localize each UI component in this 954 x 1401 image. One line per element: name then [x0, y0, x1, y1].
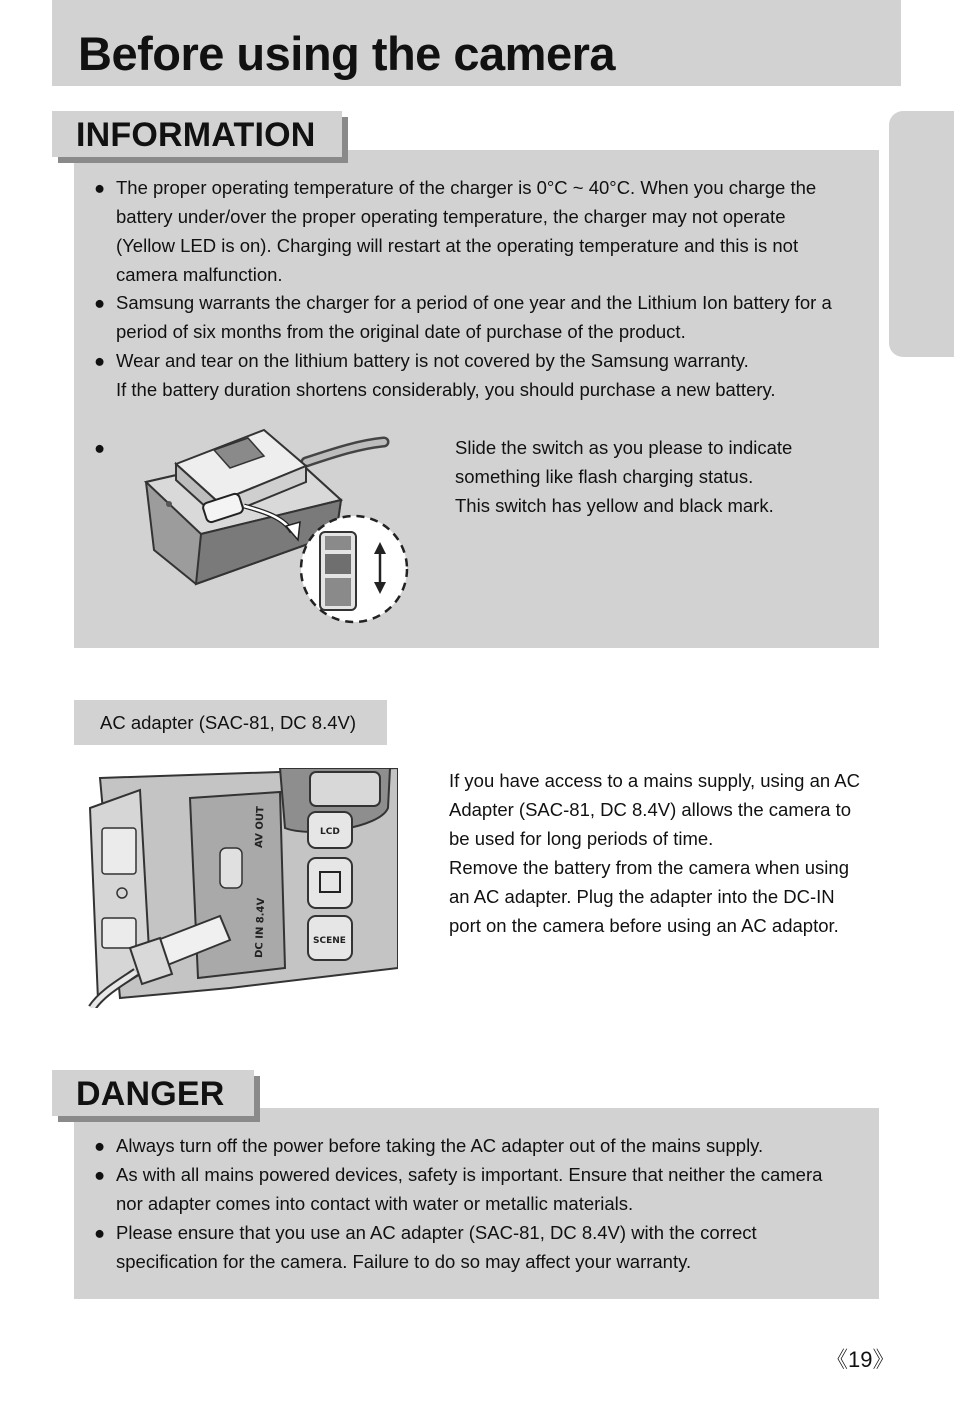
bullet-dot: ● [94, 1222, 106, 1243]
title-band [52, 0, 901, 86]
bullet-dot: ● [94, 292, 106, 313]
danger-bullet-2 [94, 1160, 822, 1218]
bullet-dot: ● [94, 437, 106, 458]
page-number: 《19》 [826, 1347, 895, 1372]
ac-adapter-text [449, 766, 860, 940]
text-line: Wear and tear on the lithium battery is not covered by the Samsung warranty. [116, 350, 749, 371]
info-bullet-1 [94, 173, 816, 289]
scene-label: SCENE [313, 936, 346, 946]
danger-heading: DANGER [76, 1075, 225, 1113]
charger-illustration [136, 422, 416, 628]
av-out-label: AV OUT [254, 806, 267, 849]
dc-in-label: DC IN 8.4V [254, 897, 268, 959]
bullet-dot: ● [94, 350, 106, 371]
text-line: be used for long periods of time. [449, 828, 714, 849]
text-line: As with all mains powered devices, safety is important. Ensure that neither the camera [116, 1164, 823, 1185]
information-heading: INFORMATION [76, 116, 316, 154]
text-line: specification for the camera. Failure to do so may affect your warranty. [116, 1251, 692, 1272]
text-line: (Yellow LED is on). Charging will restart at the operating temperature and this is not [116, 235, 799, 256]
camera-dc-in-illustration [80, 768, 398, 1008]
text-line: If you have access to a mains supply, using an AC [449, 770, 860, 791]
text-line: camera malfunction. [116, 264, 283, 285]
text-line: Remove the battery from the camera when using [449, 857, 849, 878]
text-line: The proper operating temperature of the charger is 0°C ~ 40°C. When you charge the [116, 177, 817, 198]
text-line: battery under/over the proper operating temperature, the charger may not operate [116, 206, 786, 227]
text-line: period of six months from the original date of purchase of the product. [116, 321, 686, 342]
text-line: port on the camera before using an AC adaptor. [449, 915, 839, 936]
lcd-label: LCD [320, 827, 340, 837]
text-line: Samsung warrants the charger for a period of one year and the Lithium Ion battery for a [116, 292, 832, 313]
bullet-dot: ● [94, 1135, 106, 1156]
text-line: This switch has yellow and black mark. [455, 495, 774, 516]
text-line: an AC adapter. Plug the adapter into the DC-IN [449, 886, 835, 907]
text-line: If the battery duration shortens considerably, you should purchase a new battery. [116, 379, 776, 400]
text-line: Adapter (SAC-81, DC 8.4V) allows the camera to [449, 799, 852, 820]
ac-adapter-label-text: AC adapter (SAC-81, DC 8.4V) [100, 712, 357, 733]
switch-note [455, 433, 792, 520]
text-line: nor adapter comes into contact with water or metallic materials. [116, 1193, 634, 1214]
bullet-dot: ● [94, 177, 106, 198]
bullet-dot: ● [94, 1164, 106, 1185]
text-line: Always turn off the power before taking the AC adapter out of the mains supply. [116, 1135, 764, 1156]
text-line: Slide the switch as you please to indicate [455, 437, 793, 458]
danger-bullet-3 [94, 1218, 757, 1276]
info-bullet-3 [94, 346, 776, 404]
side-tab [889, 111, 954, 357]
danger-bullet-1 [94, 1131, 763, 1160]
page-title: Before using the camera [78, 27, 616, 80]
text-line: something like flash charging status. [455, 466, 754, 487]
text-line: Please ensure that you use an AC adapter (SAC-81, DC 8.4V) with the correct [116, 1222, 757, 1243]
information-heading-tab [52, 111, 342, 157]
danger-heading-tab [52, 1070, 254, 1116]
info-bullet-2 [94, 288, 832, 346]
ac-adapter-label [74, 700, 387, 745]
